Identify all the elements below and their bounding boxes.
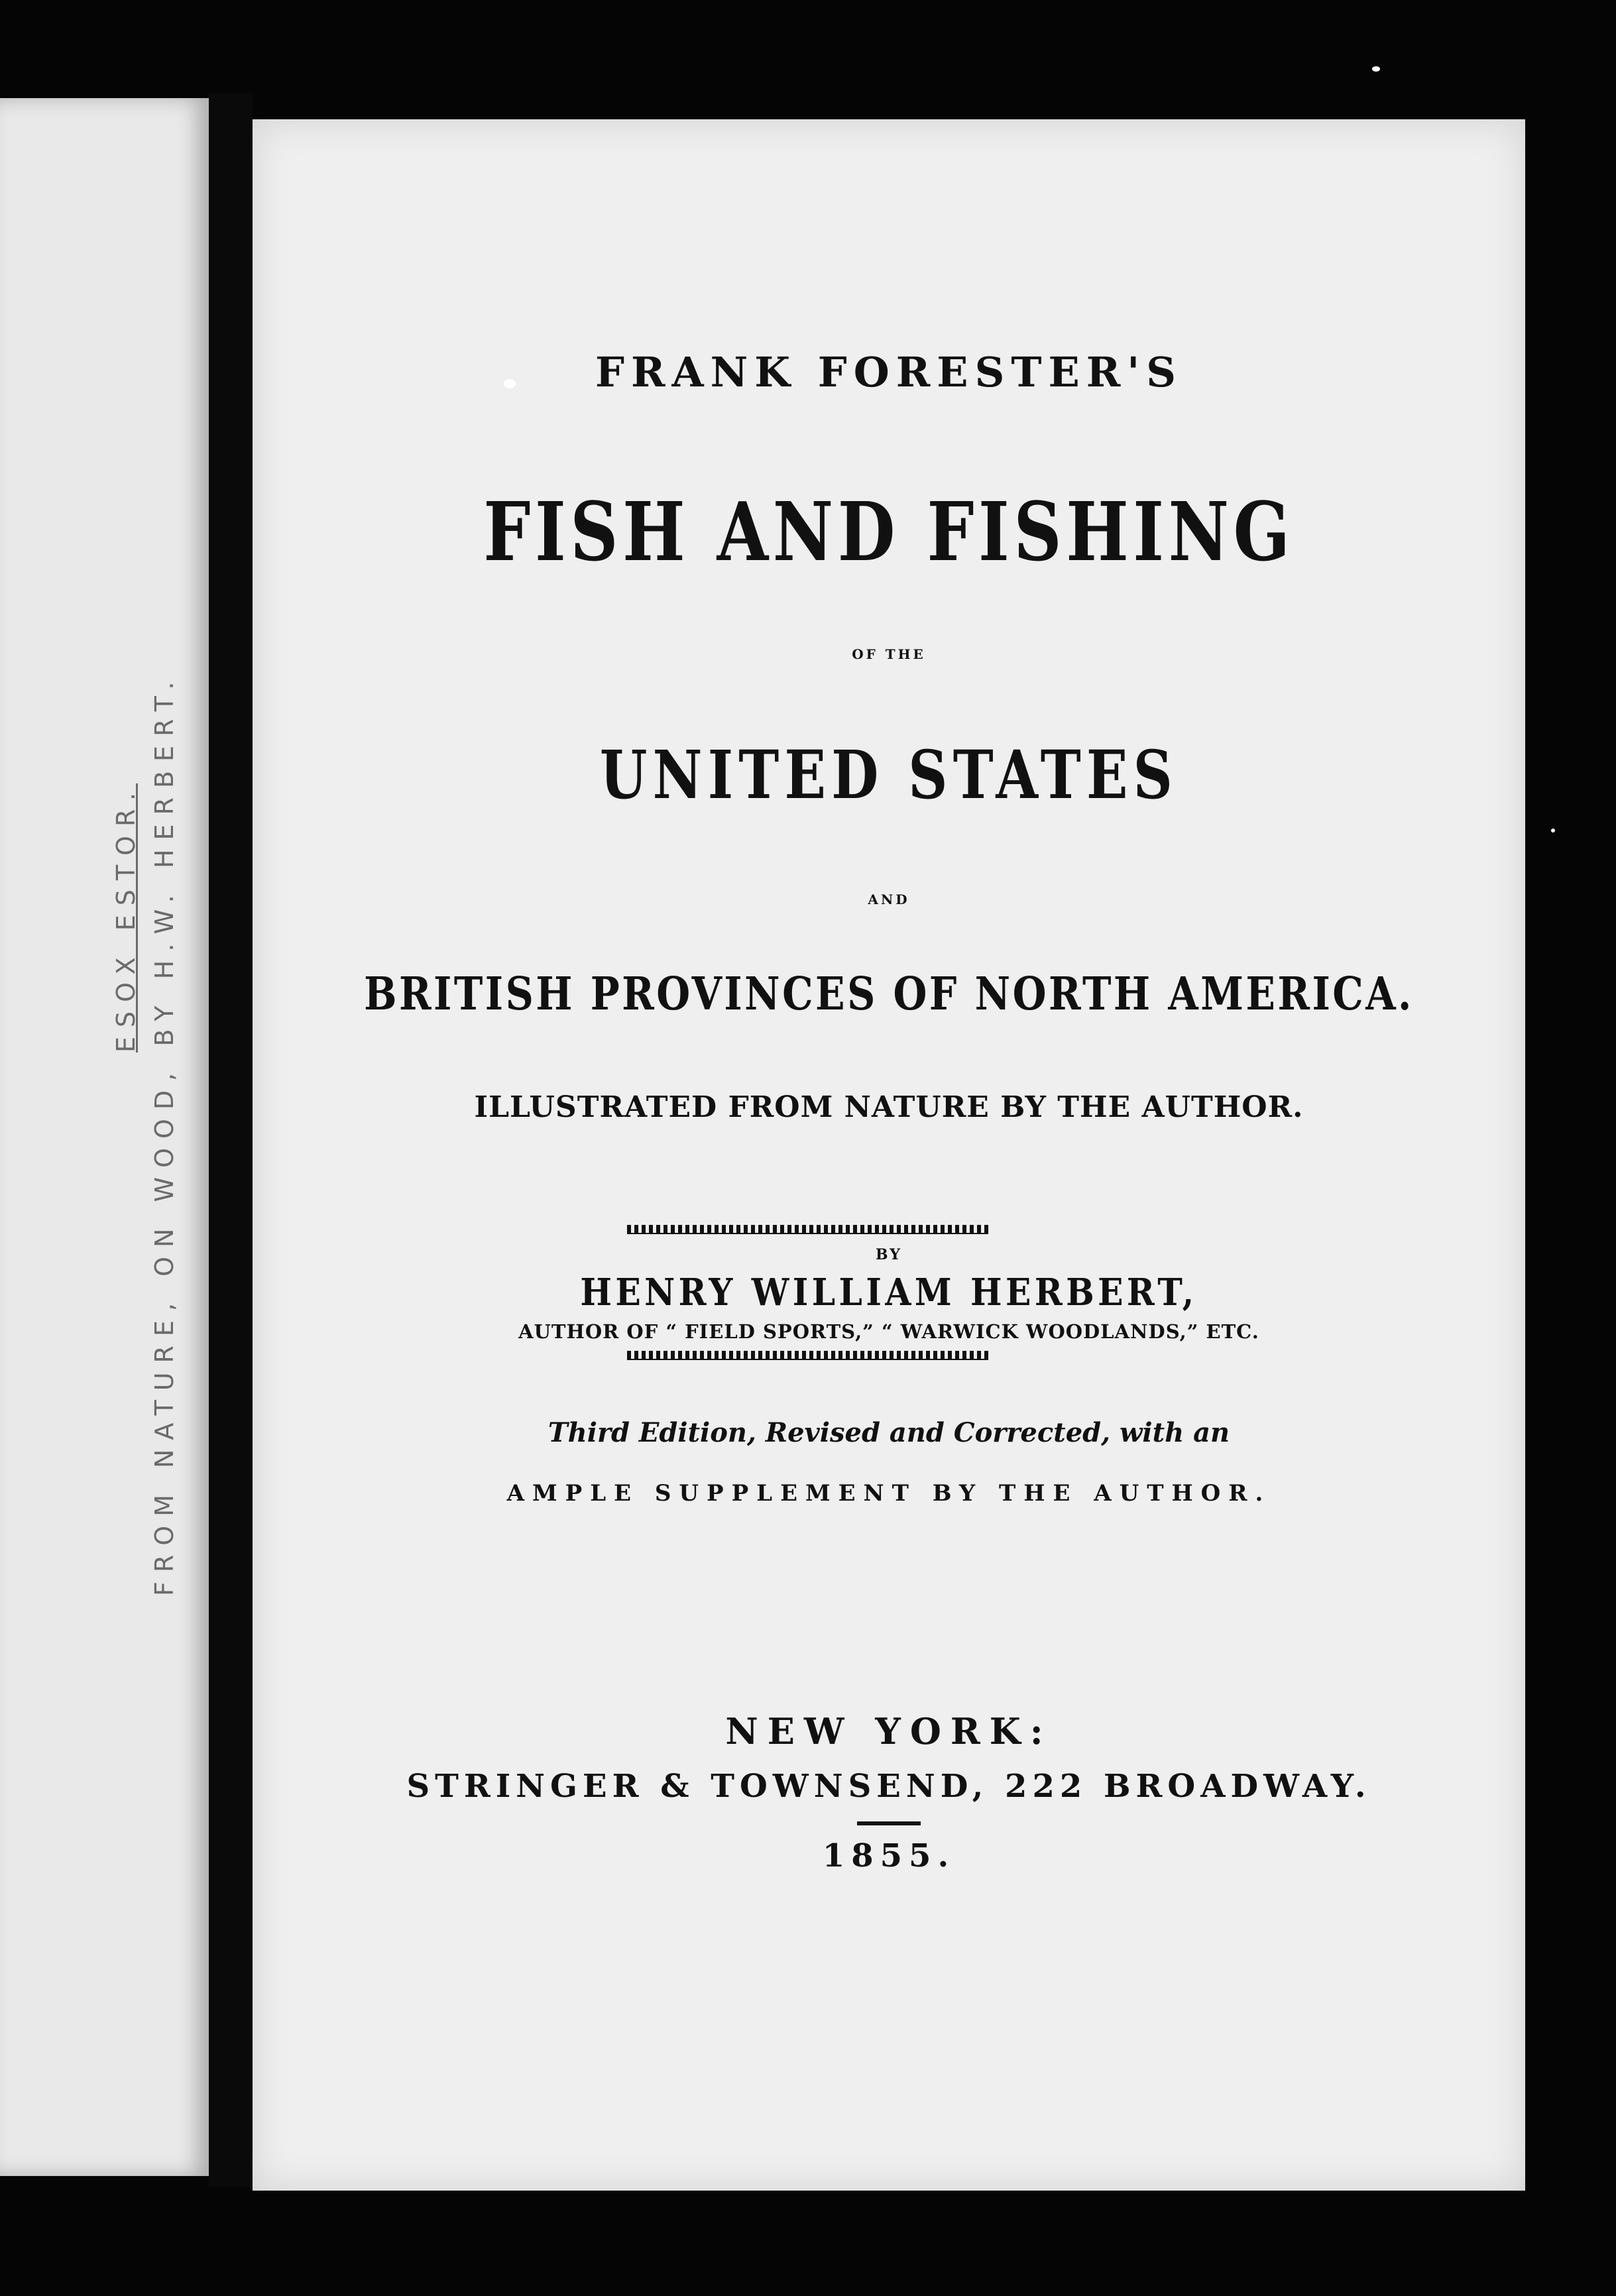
author-name: HENRY WILLIAM HERBERT,	[580, 1271, 1198, 1314]
scan-speck	[1551, 829, 1555, 832]
year-rule	[857, 1821, 921, 1825]
region-united-states: UNITED STATES	[599, 736, 1179, 814]
publication-year: 1855.	[822, 1837, 956, 1874]
supplement-note: AMPLE SUPPLEMENT BY THE AUTHOR.	[506, 1480, 1271, 1507]
publisher-address: STRINGER & TOWNSEND, 222 BROADWAY.	[406, 1768, 1371, 1805]
wavy-rule-top	[627, 1225, 988, 1234]
caption-title: ESOX ESTOR.	[111, 783, 141, 1053]
by-label: BY	[876, 1246, 902, 1263]
publisher-city: NEW YORK:	[725, 1710, 1053, 1752]
frontispiece-caption	[111, 672, 188, 1596]
title-page	[253, 119, 1525, 2191]
left-facing-page	[0, 98, 209, 2176]
edition-note: Third Edition, Revised and Corrected, with an	[548, 1417, 1230, 1448]
wavy-rule-bottom	[627, 1351, 988, 1360]
caption-credit: FROM NATURE, ON WOOD, BY H.W. HERBERT.	[150, 672, 179, 1596]
scan-speck	[1372, 66, 1380, 72]
illustration-note: ILLUSTRATED FROM NATURE BY THE AUTHOR.	[474, 1090, 1304, 1124]
author-credits: AUTHOR OF “ FIELD SPORTS,” “ WARWICK WOODLANDS,” ETC.	[518, 1320, 1259, 1343]
book-gutter	[209, 93, 253, 2187]
and-connector: AND	[868, 891, 910, 907]
of-the-connector: OF THE	[852, 646, 926, 662]
series-title: FRANK FORESTER'S	[595, 348, 1183, 396]
region-british-provinces: BRITISH PROVINCES OF NORTH AMERICA.	[364, 968, 1414, 1021]
main-title: FISH AND FISHING	[483, 484, 1295, 579]
scan-speck	[504, 379, 516, 388]
